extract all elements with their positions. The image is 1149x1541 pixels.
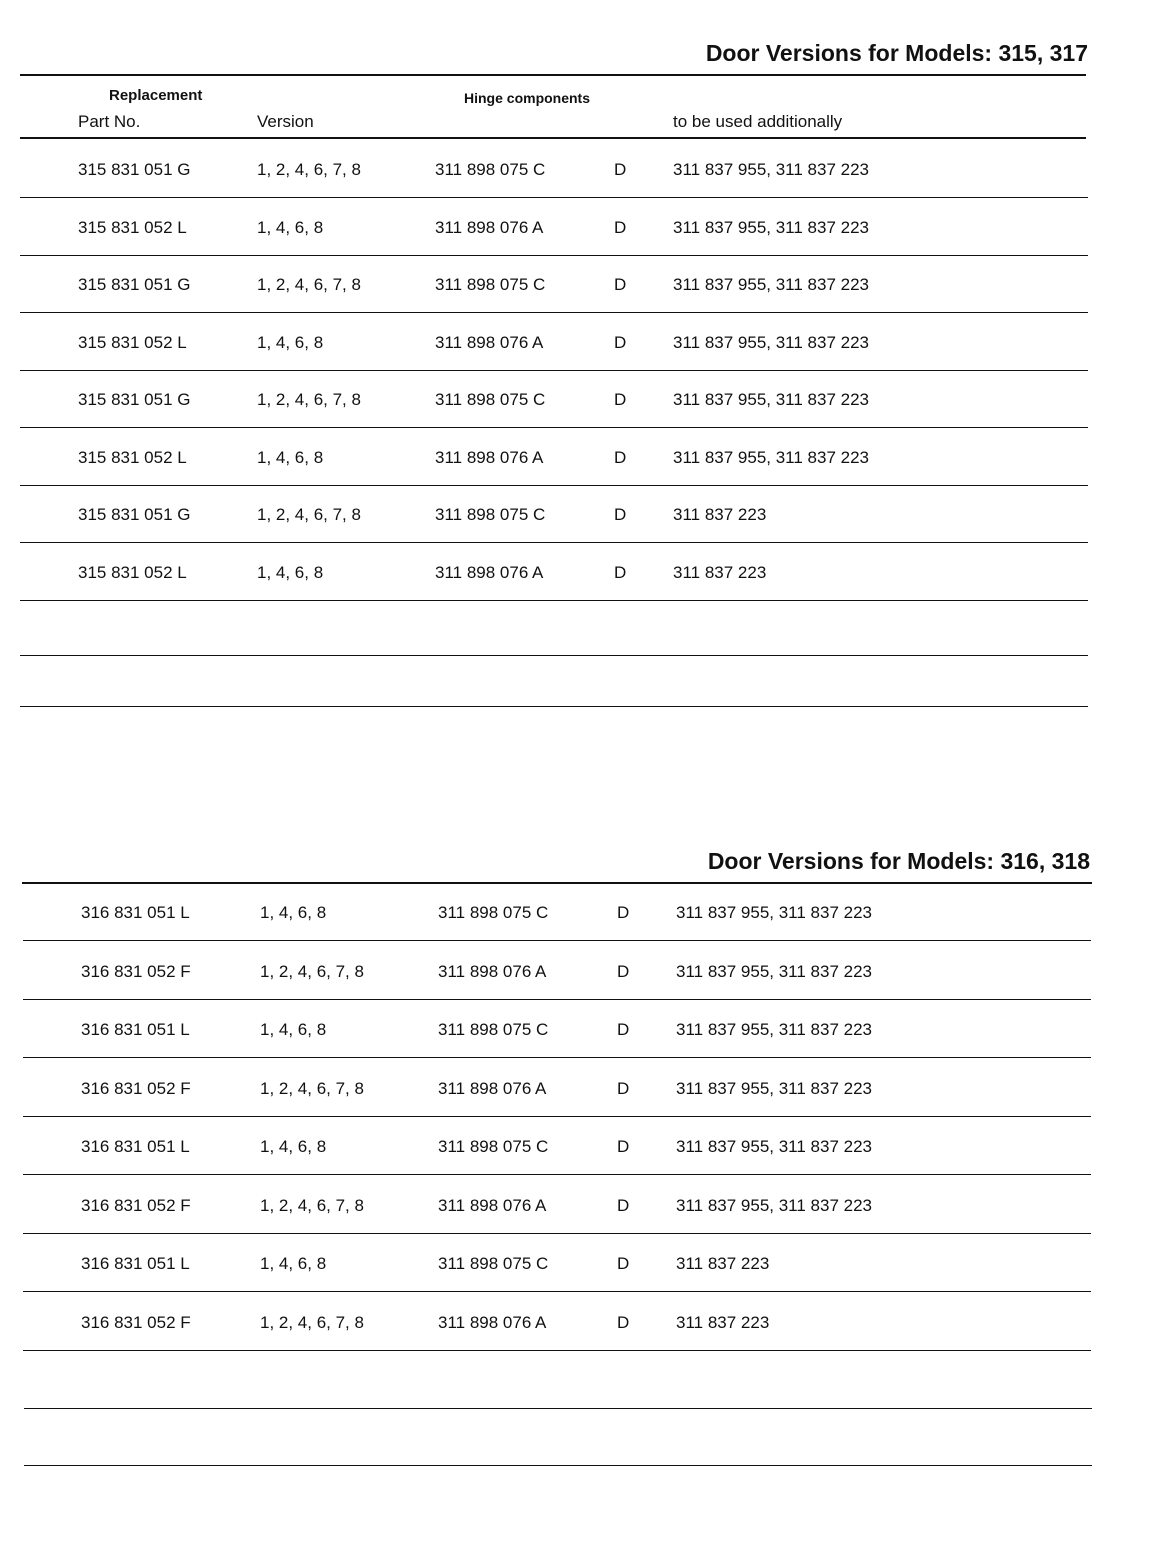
part-number-cell: 315 831 051 G [78, 275, 191, 294]
table-row [3, 1137, 1149, 1194]
version-cell: 1, 4, 6, 8 [260, 903, 327, 922]
hinge-component-cell: 311 898 075 C [435, 275, 546, 294]
additional-parts-cell: 311 837 955, 311 837 223 [676, 903, 872, 922]
hinge-suffix-cell: D [614, 562, 627, 582]
table-row [3, 903, 1149, 960]
row-divider [23, 1350, 1091, 1351]
hinge-suffix-cell: D [614, 275, 627, 294]
hinge-component-cell: 311 898 076 A [435, 217, 544, 237]
hinge-suffix-cell: D [617, 903, 630, 922]
section-title: Door Versions for Models: 315, 317 [705, 40, 1088, 66]
hinge-component-cell: 311 898 075 C [438, 1137, 549, 1156]
part-number-cell: 315 831 051 G [78, 160, 191, 179]
part-number-cell: 316 831 052 F [81, 1195, 191, 1215]
row-divider [23, 1291, 1091, 1292]
additional-parts-cell: 311 837 955, 311 837 223 [676, 961, 872, 981]
version-cell: 1, 2, 4, 6, 7, 8 [260, 1312, 364, 1332]
version-cell: 1, 4, 6, 8 [257, 562, 324, 582]
header-hinge-components: Hinge components [464, 90, 591, 106]
table-row [3, 1196, 1149, 1253]
row-divider [23, 999, 1091, 1000]
row-divider [23, 940, 1091, 941]
blank-rule [24, 1465, 1092, 1466]
version-cell: 1, 4, 6, 8 [257, 217, 324, 237]
part-number-cell: 316 831 052 F [81, 1078, 191, 1098]
hinge-component-cell: 311 898 076 A [438, 961, 547, 981]
row-divider [23, 1233, 1091, 1234]
hinge-component-cell: 311 898 076 A [435, 562, 544, 582]
part-number-cell: 315 831 051 G [78, 390, 191, 409]
additional-parts-cell: 311 837 223 [673, 562, 767, 582]
additional-parts-cell: 311 837 955, 311 837 223 [676, 1195, 872, 1215]
hinge-suffix-cell: D [614, 447, 627, 467]
additional-parts-cell: 311 837 955, 311 837 223 [673, 332, 869, 352]
hinge-suffix-cell: D [617, 961, 630, 981]
part-number-cell: 315 831 052 L [78, 332, 187, 352]
additional-parts-cell: 311 837 223 [676, 1254, 770, 1273]
additional-parts-cell: 311 837 955, 311 837 223 [676, 1020, 872, 1039]
hinge-component-cell: 311 898 076 A [438, 1078, 547, 1098]
hinge-suffix-cell: D [617, 1020, 630, 1039]
hinge-suffix-cell: D [617, 1078, 630, 1098]
table-row [3, 1079, 1149, 1136]
row-divider [23, 1057, 1091, 1058]
version-cell: 1, 2, 4, 6, 7, 8 [260, 1078, 364, 1098]
hinge-suffix-cell: D [617, 1254, 630, 1273]
hinge-suffix-cell: D [614, 332, 627, 352]
hinge-component-cell: 311 898 076 A [438, 1312, 547, 1332]
part-number-cell: 316 831 051 L [81, 1254, 190, 1273]
hinge-suffix-cell: D [617, 1137, 630, 1156]
version-cell: 1, 2, 4, 6, 7, 8 [260, 1195, 364, 1215]
version-cell: 1, 2, 4, 6, 7, 8 [260, 961, 364, 981]
hinge-component-cell: 311 898 075 C [438, 1254, 549, 1273]
version-cell: 1, 4, 6, 8 [260, 1020, 327, 1039]
additional-parts-cell: 311 837 955, 311 837 223 [673, 160, 869, 179]
part-number-cell: 316 831 051 L [81, 1137, 190, 1156]
table-row [3, 1313, 1149, 1370]
hinge-component-cell: 311 898 076 A [435, 332, 544, 352]
additional-parts-cell: 311 837 955, 311 837 223 [673, 275, 869, 294]
blank-rule [24, 1408, 1092, 1409]
hinge-component-cell: 311 898 076 A [435, 447, 544, 467]
section-title: Door Versions for Models: 316, 318 [707, 848, 1090, 874]
part-number-cell: 316 831 052 F [81, 961, 191, 981]
additional-parts-cell: 311 837 955, 311 837 223 [676, 1137, 872, 1156]
hinge-component-cell: 311 898 075 C [438, 903, 549, 922]
part-number-cell: 315 831 051 G [78, 505, 191, 524]
part-number-cell: 315 831 052 L [78, 447, 187, 467]
row-divider [23, 1116, 1091, 1117]
part-number-cell: 316 831 051 L [81, 1020, 190, 1039]
hinge-suffix-cell: D [614, 160, 627, 179]
part-number-cell: 316 831 052 F [81, 1312, 191, 1332]
row-divider [23, 1174, 1091, 1175]
hinge-component-cell: 311 898 075 C [435, 505, 546, 524]
hinge-suffix-cell: D [614, 505, 627, 524]
hinge-component-cell: 311 898 075 C [435, 160, 546, 179]
title-rule [22, 882, 1092, 884]
hinge-suffix-cell: D [617, 1312, 630, 1332]
table-row [3, 1254, 1149, 1311]
additional-parts-cell: 311 837 223 [673, 505, 767, 524]
hinge-suffix-cell: D [614, 217, 627, 237]
version-cell: 1, 4, 6, 8 [260, 1137, 327, 1156]
table-row [3, 1020, 1149, 1077]
additional-parts-cell: 311 837 955, 311 837 223 [673, 390, 869, 409]
header-replacement: Replacement [109, 87, 203, 104]
header-version: Version [257, 112, 314, 131]
version-cell: 1, 4, 6, 8 [257, 332, 324, 352]
version-cell: 1, 4, 6, 8 [260, 1254, 327, 1273]
table-row [3, 962, 1149, 1019]
version-cell: 1, 2, 4, 6, 7, 8 [257, 390, 361, 409]
hinge-component-cell: 311 898 075 C [435, 390, 546, 409]
part-number-cell: 316 831 051 L [81, 903, 190, 922]
header-additional: to be used additionally [673, 112, 843, 131]
version-cell: 1, 2, 4, 6, 7, 8 [257, 505, 361, 524]
version-cell: 1, 2, 4, 6, 7, 8 [257, 160, 361, 179]
part-number-cell: 315 831 052 L [78, 562, 187, 582]
version-cell: 1, 4, 6, 8 [257, 447, 324, 467]
header-part-no: Part No. [78, 112, 141, 131]
hinge-suffix-cell: D [614, 390, 627, 409]
additional-parts-cell: 311 837 955, 311 837 223 [673, 447, 869, 467]
hinge-suffix-cell: D [617, 1195, 630, 1215]
hinge-component-cell: 311 898 075 C [438, 1020, 549, 1039]
version-cell: 1, 2, 4, 6, 7, 8 [257, 275, 361, 294]
additional-parts-cell: 311 837 955, 311 837 223 [676, 1078, 872, 1098]
hinge-component-cell: 311 898 076 A [438, 1195, 547, 1215]
part-number-cell: 315 831 052 L [78, 217, 187, 237]
additional-parts-cell: 311 837 223 [676, 1312, 770, 1332]
additional-parts-cell: 311 837 955, 311 837 223 [673, 217, 869, 237]
